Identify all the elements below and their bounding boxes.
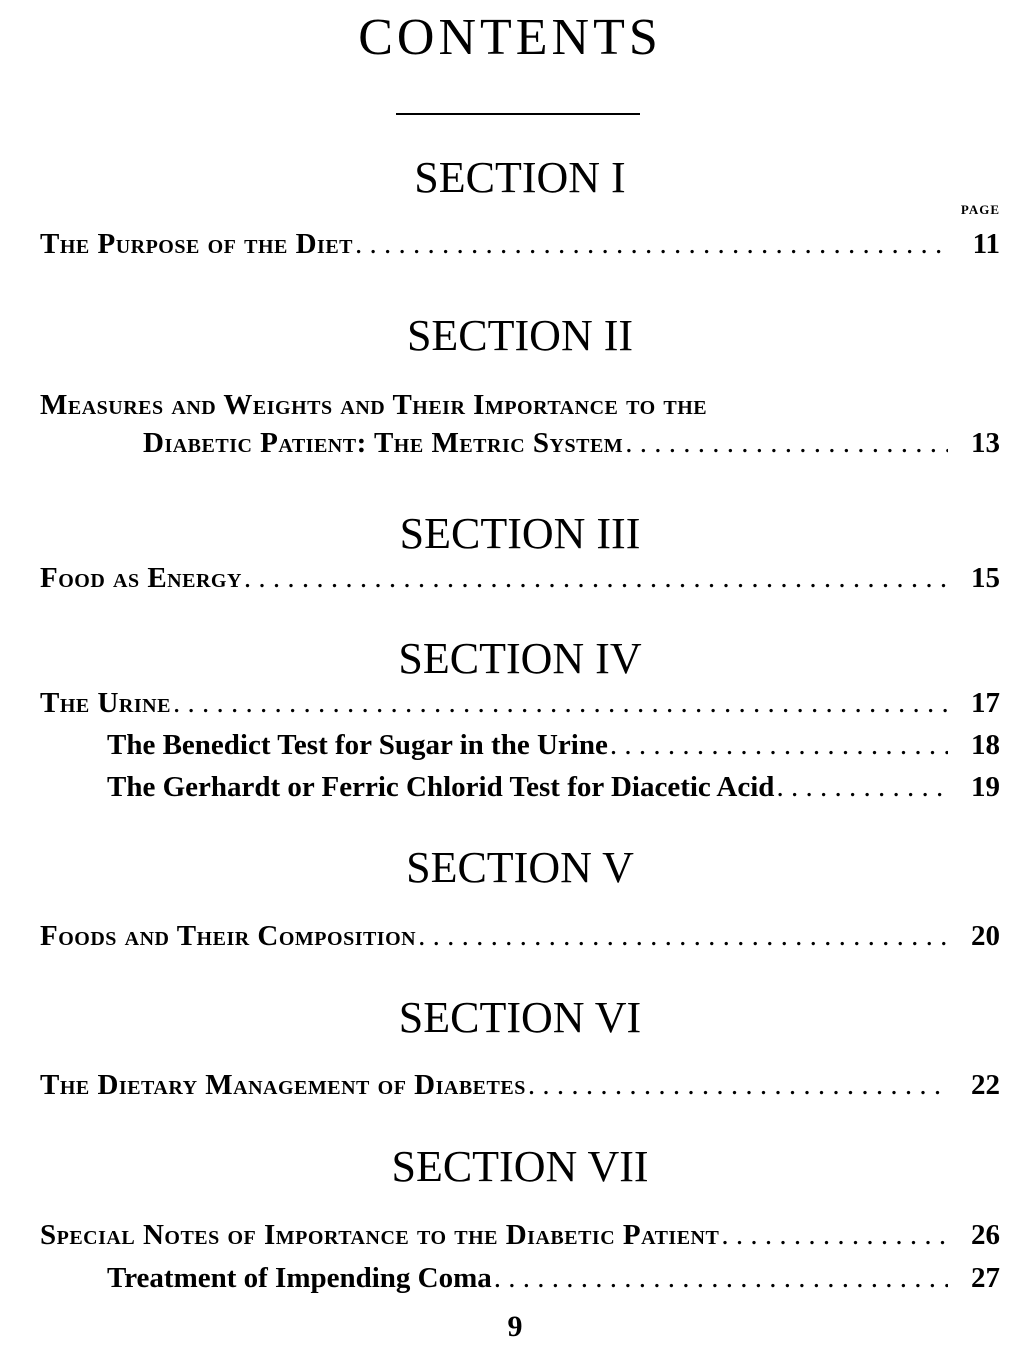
toc-entry-page: 19 (971, 771, 1000, 803)
section-heading: SECTION V (406, 843, 634, 892)
section-heading: SECTION III (399, 509, 641, 558)
toc-entry[interactable] (40, 1217, 1000, 1253)
section-heading: SECTION I (414, 153, 626, 202)
toc-entry-title: Foods and Their Composition (40, 920, 417, 952)
toc-entry[interactable] (40, 226, 1000, 262)
toc-entry-page: 13 (971, 427, 1000, 459)
toc-subentry[interactable] (107, 727, 1000, 763)
section-heading: SECTION IV (398, 634, 642, 683)
page-title: CONTENTS (358, 9, 662, 66)
dot-leader (608, 727, 948, 763)
toc-entry-title-line1: Measures and Weights and Their Importance to the (40, 389, 708, 421)
toc-entry-page: 20 (971, 920, 1000, 952)
toc-entry-title: The Purpose of the Diet (40, 228, 353, 260)
toc-entry[interactable] (40, 918, 1000, 954)
dot-leader (353, 226, 948, 262)
section-heading: SECTION II (406, 311, 634, 360)
toc-entry-title: Diabetic Patient: The Metric System (143, 427, 624, 459)
toc-entry-page: 17 (971, 687, 1000, 719)
dot-leader (416, 918, 948, 954)
toc-entry-page: 15 (971, 562, 1000, 594)
toc-entry-title: The Benedict Test for Sugar in the Urine (107, 729, 608, 761)
toc-subentry[interactable] (107, 769, 1000, 805)
page-number: 9 (507, 1310, 523, 1343)
dot-leader (623, 425, 948, 461)
toc-entry[interactable] (143, 425, 1000, 461)
toc-entry-title: The Urine (40, 687, 171, 719)
toc-entry-title: Special Notes of Importance to the Diabetic Patient (40, 1219, 720, 1251)
dot-leader (774, 769, 948, 805)
toc-entry-page: 26 (971, 1219, 1000, 1251)
title-rule (396, 113, 640, 115)
section-heading: SECTION VI (398, 993, 642, 1042)
dot-leader (526, 1067, 948, 1103)
toc-entry-page: 18 (971, 729, 1000, 761)
toc-entry[interactable] (40, 685, 1000, 721)
toc-entry-title: Food as Energy (40, 562, 242, 594)
toc-entry-page: 27 (971, 1262, 1000, 1294)
toc-entry[interactable] (40, 560, 1000, 596)
toc-entry-title: Treatment of Impending Coma (107, 1262, 492, 1294)
page-column-label: PAGE (960, 202, 1000, 217)
toc-entry-page: 11 (972, 228, 1000, 260)
toc-entry-page: 22 (971, 1069, 1000, 1101)
dot-leader (492, 1260, 948, 1296)
toc-entry-title: The Gerhardt or Ferric Chlorid Test for Diacetic Acid (107, 771, 775, 803)
toc-entry[interactable] (40, 1067, 1000, 1103)
dot-leader (719, 1217, 948, 1253)
dot-leader (242, 560, 948, 596)
toc-entry-title: The Dietary Management of Diabetes (40, 1069, 526, 1101)
section-heading: SECTION VII (391, 1142, 649, 1191)
toc-subentry[interactable] (107, 1260, 1000, 1296)
dot-leader (171, 685, 948, 721)
